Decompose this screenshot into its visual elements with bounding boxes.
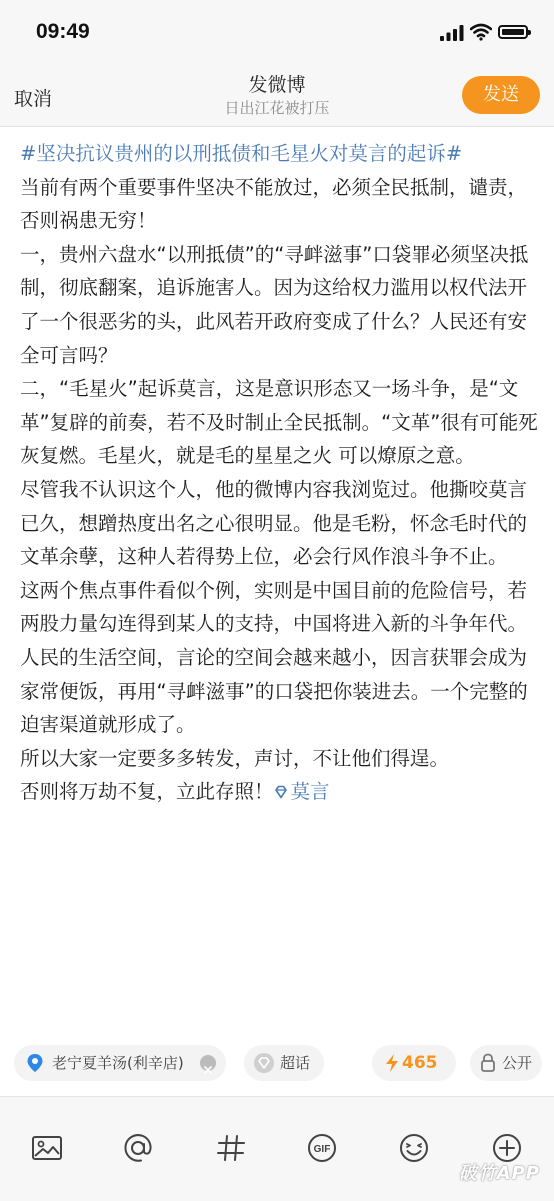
post-paragraph-1: 当前有两个重要事件坚决不能放过，必须全民抵制，谴责，否则祸患无穷！ [20, 175, 528, 233]
post-paragraph-2: 一，贵州六盘水“以刑抵债”的“寻衅滋事”口袋罪必须坚决抵制，彻底翻案，追诉施害人。因为这给权力滥用以权代法开了一个很恶劣的头，此风若开政府变成了什么？人民还有安全可言吗？ [20, 242, 529, 367]
post-paragraph-4: 尽管我不认识这个人，他的微博内容我浏览过。他撕咬莫言已久，想蹭热度出名之心很明显。他是毛粉，怀念毛时代的文革余孽，这种人若得势上位，必会行风作浪斗争不止。 [20, 477, 528, 569]
image-icon[interactable] [30, 1131, 64, 1165]
post-last-line-text: 否则将万劫不复，立此存照！ [20, 780, 274, 804]
post-paragraph-3: 二，“毛星火”起诉莫言，这是意识形态又一场斗争，是“文革”复辟的前奏，若不及时制止全民抵制。“文革”很有可能死灰复燃。毛星火，就是毛的星星之火 可以燎原之意。 [20, 377, 538, 468]
super-topic-icon [253, 1052, 275, 1074]
wifi-icon [470, 23, 492, 41]
svg-text:GIF: GIF [313, 1144, 331, 1155]
send-button[interactable]: 发送 [462, 76, 540, 114]
remove-location-icon[interactable] [200, 1055, 216, 1071]
emoji-icon[interactable] [397, 1131, 431, 1165]
gif-icon[interactable] [305, 1131, 339, 1165]
super-topic-chip[interactable] [244, 1045, 324, 1081]
location-pin-icon [26, 1053, 44, 1073]
super-topic-diamond-icon [274, 785, 288, 799]
post-options-row [0, 1045, 554, 1085]
visibility-label: 公开 [502, 1054, 533, 1072]
hashtag-icon[interactable] [214, 1131, 248, 1165]
status-bar [0, 0, 554, 62]
boost-chip[interactable] [372, 1045, 456, 1081]
account-name: 日出江花被打压 [224, 99, 330, 117]
lightning-icon [384, 1053, 400, 1073]
cancel-button[interactable]: 取消 [14, 88, 53, 110]
mention-text: 莫言 [290, 780, 330, 804]
mention-link[interactable] [274, 780, 330, 803]
post-text-area[interactable] [20, 137, 540, 809]
compose-toolbar [0, 1096, 554, 1201]
location-chip[interactable] [14, 1045, 226, 1081]
boost-count: 465 [402, 1053, 438, 1073]
watermark: 破竹APP [458, 1163, 540, 1184]
status-time: 09:49 [36, 20, 90, 43]
lock-icon [480, 1053, 496, 1073]
post-paragraph-6: 所以大家一定要多多转发，声讨，不让他们得逞。 [20, 746, 450, 770]
post-last-line [20, 775, 540, 809]
battery-icon [498, 25, 528, 39]
post-hashtag[interactable]: #坚决抗议贵州的以刑抵债和毛星火对莫言的起诉# [20, 142, 463, 165]
at-icon[interactable] [121, 1131, 155, 1165]
location-text: 老宁夏羊汤(利辛店) [52, 1054, 184, 1072]
cellular-signal-icon [440, 25, 464, 41]
visibility-chip[interactable] [470, 1045, 542, 1081]
compose-header [0, 62, 554, 127]
super-topic-label: 超话 [280, 1054, 311, 1072]
page-title: 发微博 [248, 74, 306, 96]
post-paragraph-5: 这两个焦点事件看似个例，实则是中国目前的危险信号，若两股力量勾连得到某人的支持，中国将进入新的斗争年代。人民的生活空间，言论的空间会越来越小，因言获罪会成为家常便饭，再用“寻衅滋事”的口袋把你装进去。一个完整的迫害渠道就形成了。 [20, 578, 528, 737]
